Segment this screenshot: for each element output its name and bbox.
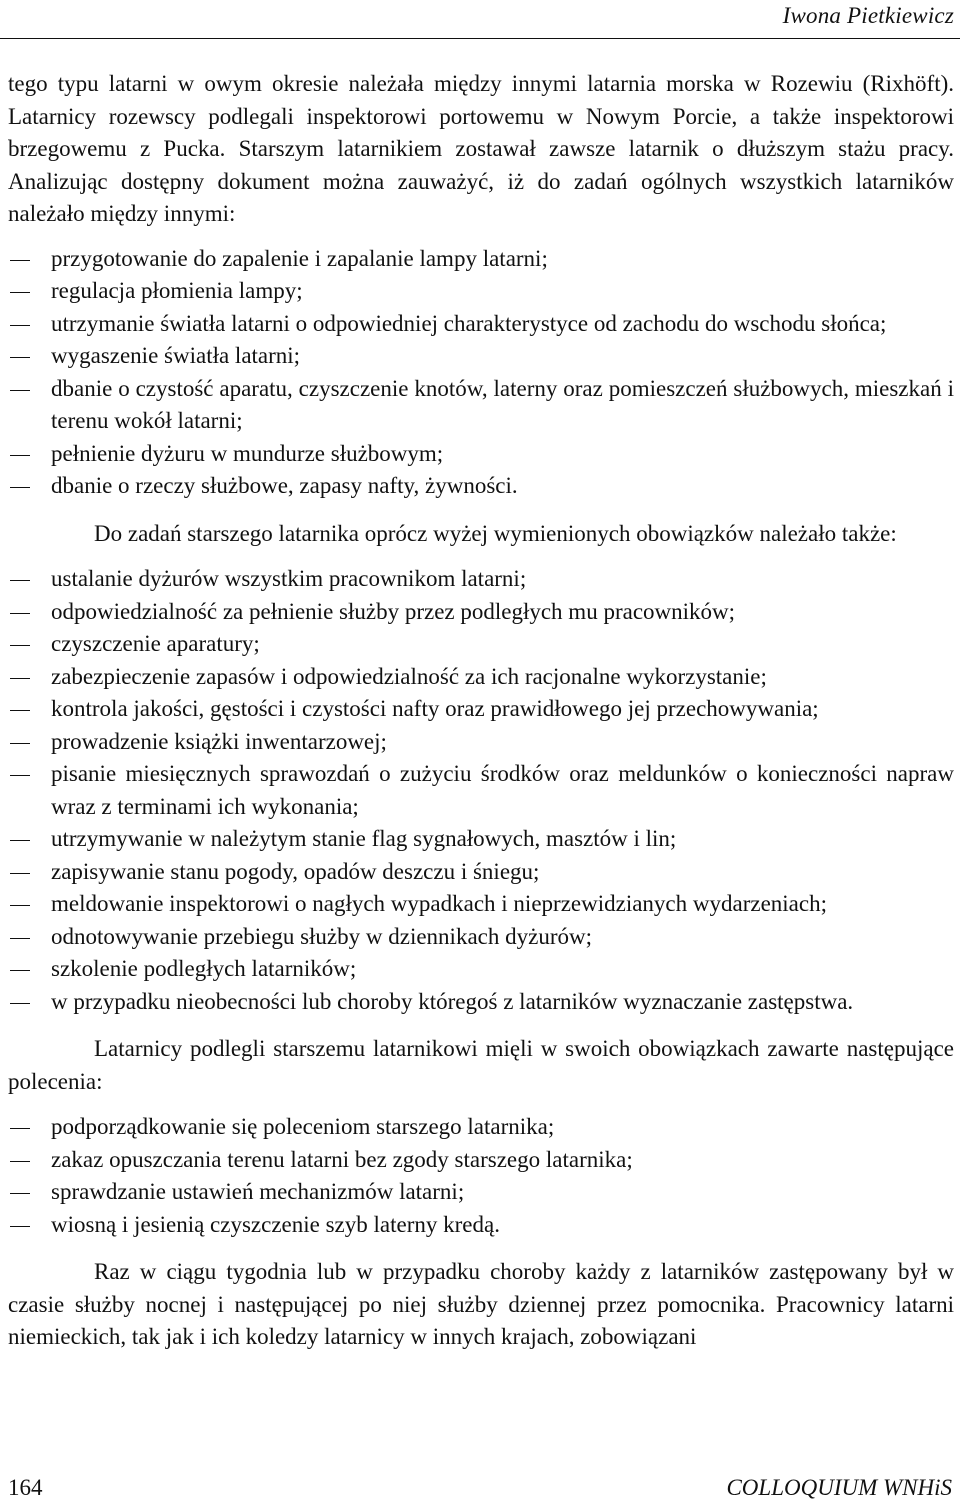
page-number: 164: [8, 1475, 43, 1500]
list-item: przygotowanie do zapalenie i zapalanie lampy latarni;: [8, 243, 954, 276]
list-item: utrzymanie światła latarni o odpowiedniej charakterystyce od zachodu do wschodu słońca;: [8, 308, 954, 341]
footer-journal-name: COLLOQUIUM WNHiS: [726, 1475, 952, 1500]
list-item: wiosną i jesienią czyszczenie szyb laterny kredą.: [8, 1209, 954, 1242]
list-item: meldowanie inspektorowi o nagłych wypadkach i nieprzewidzianych wydarzeniach;: [8, 888, 954, 921]
list-item: zabezpieczenie zapasów i odpowiedzialność za ich racjonalne wykorzystanie;: [8, 661, 954, 694]
list-item: w przypadku nieobecności lub choroby któregoś z latarników wyznaczanie zastępstwa.: [8, 986, 954, 1019]
senior-intro-paragraph: Do zadań starszego latarnika oprócz wyżej wymienionych obowiązków należało także:: [94, 520, 897, 546]
list-item: pisanie miesięcznych sprawozdań o zużyciu środków oraz meldunków o konieczności napraw wraz z terminami ich wykonania;: [8, 758, 954, 823]
list-item: dbanie o rzeczy służbowe, zapasy nafty, żywności.: [8, 470, 954, 503]
general-duties-list: [8, 243, 954, 503]
list-item: kontrola jakości, gęstości i czystości nafty oraz prawidłowego jej przechowywania;: [8, 693, 954, 726]
list-item: zakaz opuszczania terenu latarni bez zgody starszego latarnika;: [8, 1144, 954, 1177]
list-item: utrzymywanie w należytym stanie flag sygnałowych, masztów i lin;: [8, 823, 954, 856]
keepers-orders-list: [8, 1111, 954, 1241]
list-item: zapisywanie stanu pogody, opadów deszczu i śniegu;: [8, 856, 954, 889]
header-rule: [0, 38, 960, 39]
spacer: [8, 1098, 954, 1111]
list-item: odnotowywanie przebiegu służby w dziennikach dyżurów;: [8, 921, 954, 954]
spacer: [8, 550, 954, 563]
list-item: dbanie o czystość aparatu, czyszczenie knotów, laterny oraz pomieszczeń służbowych, mieszkań i terenu wokół latarni;: [8, 373, 954, 438]
spacer: [8, 503, 954, 518]
list-item: szkolenie podległych latarników;: [8, 953, 954, 986]
list-item: podporządkowanie się poleceniom starszego latarnika;: [8, 1111, 954, 1144]
list-item: prowadzenie książki inwentarzowej;: [8, 726, 954, 759]
header-author: Iwona Pietkiewicz: [782, 3, 954, 28]
list-item: odpowiedzialność za pełnienie służby przez podległych mu pracowników;: [8, 596, 954, 629]
spacer: [8, 1018, 954, 1033]
body-text: [8, 68, 954, 1354]
keepers-intro-paragraph: Latarnicy podlegli starszemu latarnikowi mięli w swoich obowiązkach zawarte następujące polecenia:: [8, 1036, 954, 1094]
list-item: regulacja płomienia lampy;: [8, 275, 954, 308]
list-item: wygaszenie światła latarni;: [8, 340, 954, 373]
senior-duties-list: [8, 563, 954, 1018]
spacer: [8, 1241, 954, 1256]
list-item: ustalanie dyżurów wszystkim pracownikom latarni;: [8, 563, 954, 596]
page-footer: [0, 1466, 960, 1506]
running-header: [0, 0, 960, 44]
spacer: [8, 231, 954, 243]
list-item: pełnienie dyżuru w mundurze służbowym;: [8, 438, 954, 471]
intro-paragraph: tego typu latarni w owym okresie należała między innymi latarnia morska w Rozewiu (Rixhöft). Latarnicy rozewscy podlegali inspektorowi portowemu w Nowym Porcie, a także inspektorowi brzegowemu z Pucka. Starszym latarnikiem zostawał zawsze latarnik o dłuższym stażu pracy. Analizując dostępny dokument można zauważyć, iż do zadań ogólnych wszystkich latarników należało między innymi:: [8, 71, 954, 226]
list-item: czyszczenie aparatury;: [8, 628, 954, 661]
list-item: sprawdzanie ustawień mechanizmów latarni;: [8, 1176, 954, 1209]
closing-paragraph: Raz w ciągu tygodnia lub w przypadku choroby każdy z latarników zastępowany był w czasie służby nocnej i następującej po niej służby dziennej przez pomocnika. Pracownicy latarni niemieckich, tak jak i ich koledzy latarnicy w innych krajach, zobowiązani: [8, 1259, 954, 1349]
